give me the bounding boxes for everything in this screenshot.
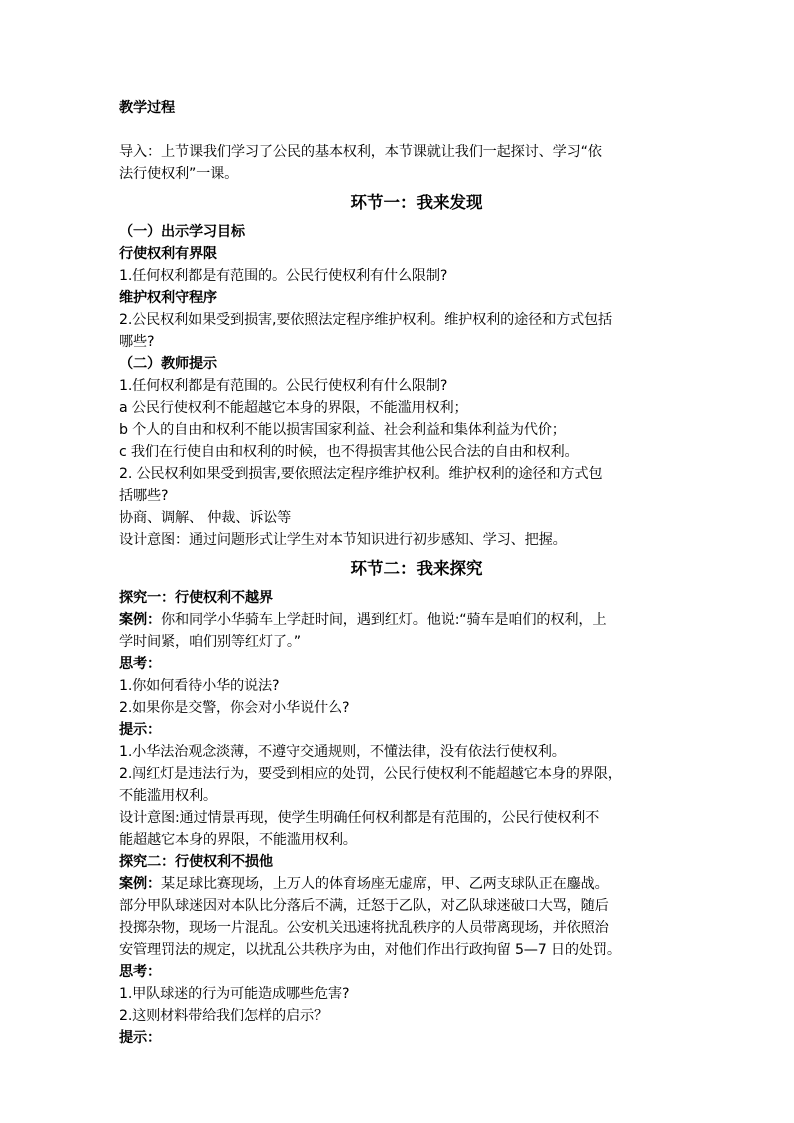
blank-line xyxy=(119,119,714,141)
explore-1-hint-2-line-1: 2.闯红灯是违法行为，要受到相应的处罚，公民行使权利不能超越它本身的界限， xyxy=(119,766,622,782)
explore-1-question-1: 1.你如何看待小华的说法? xyxy=(119,678,280,694)
tip-question-2-answer: 协商、调解、 仲裁、诉讼等 xyxy=(119,510,292,526)
explore-1-hint-2-line-2: 不能滥用权利。 xyxy=(119,788,217,804)
goal-1-question: 1.任何权利都是有范围的。公民行使权利有什么限制? xyxy=(119,268,448,284)
goal-2-question-line-2: 哪些? xyxy=(119,334,155,350)
goal-2-title: 维护权利守程序 xyxy=(119,290,217,306)
tip-question-2-line-1: 2. 公民权利如果受到损害,要依照法定程序维护权利。维护权利的途径和方式包 xyxy=(119,466,603,482)
explore-1-title: 探究一：行使权利不越界 xyxy=(119,590,273,606)
explore-2-case-line-4: 安管理罚法的规定，以扰乱公共秩序为由，对他们作出行政拘留 5—7 日的处罚。 xyxy=(119,942,621,958)
case-label: 案例： xyxy=(119,876,161,892)
explore-2-case-line-3: 投掷杂物，现场一片混乱。公安机关迅速将扰乱秩序的人员带离现场，并依照治 xyxy=(119,920,609,936)
intro-line-2: 法行使权利”一课。 xyxy=(119,166,239,182)
tip-point-b: b 个人的自由和权利不能以损害国家利益、社会利益和集体利益为代价； xyxy=(119,422,566,438)
page-heading: 教学过程 xyxy=(119,100,175,116)
explore-2-question-2: 2.这则材料带给我们怎样的启示？ xyxy=(119,1008,328,1024)
intro-line-1: 导入：上节课我们学习了公民的基本权利，本节课就让我们一起探讨、学习“依 xyxy=(119,144,602,160)
explore-1-case-line-2: 学时间紧，咱们别等红灯了。” xyxy=(119,634,301,650)
subhead-teacher-tips: （二）教师提示 xyxy=(119,356,217,372)
explore-1-hint-label: 提示： xyxy=(119,722,161,738)
goal-2-question-line-1: 2.公民权利如果受到损害,要依照法定程序维护权利。维护权利的途径和方式包括 xyxy=(119,312,613,328)
explore-2-title: 探究二：行使权利不损他 xyxy=(119,854,273,870)
explore-1-design-line-2: 能超越它本身的界限，不能滥用权利。 xyxy=(119,832,357,848)
explore-2-hint-label: 提示： xyxy=(119,1030,161,1046)
tip-point-c: c 我们在行使自由和权利的时候，也不得损害其他公民合法的自由和权利。 xyxy=(119,444,579,460)
explore-1-design-line-1: 设计意图:通过情景再现，使学生明确任何权利都是有范围的，公民行使权利不 xyxy=(119,810,600,826)
goal-1-title: 行使权利有界限 xyxy=(119,246,217,262)
explore-1-hint-1: 1.小华法治观念淡薄，不遵守交通规则，不懂法律，没有依法行使权利。 xyxy=(119,744,566,760)
design-intent-1: 设计意图：通过问题形式让学生对本节知识进行初步感知、学习、把握。 xyxy=(119,532,567,548)
explore-2-think-label: 思考： xyxy=(119,964,161,980)
subhead-learning-goals: （一）出示学习目标 xyxy=(119,224,245,240)
tip-question-2-line-2: 括哪些? xyxy=(119,488,169,504)
tip-question-1: 1.任何权利都是有范围的。公民行使权利有什么限制? xyxy=(119,378,448,394)
case-label: 案例： xyxy=(119,612,161,628)
explore-2-case-line-1 xyxy=(119,873,714,895)
section-2-title: 环节二：我来探究 xyxy=(350,559,483,578)
explore-2-question-1: 1.甲队球迷的行为可能造成哪些危害? xyxy=(119,986,350,1002)
explore-1-question-2: 2.如果你是交警，你会对小华说什么? xyxy=(119,700,350,716)
section-1-title: 环节一：我来发现 xyxy=(350,193,483,212)
case-text: 某足球比赛现场，上万人的体育场座无虚席，甲、乙两支球队正在鏖战。 xyxy=(160,876,609,892)
explore-1-case-line-1 xyxy=(119,609,714,631)
tip-point-a: a 公民行使权利不能超越它本身的界限，不能滥用权利； xyxy=(119,400,468,416)
explore-1-think-label: 思考： xyxy=(119,656,161,672)
case-text: 你和同学小华骑车上学赶时间，遇到红灯。他说:“骑车是咱们的权利，上 xyxy=(160,612,607,628)
explore-2-case-line-2: 部分甲队球迷因对本队比分落后不满，迁怒于乙队，对乙队球迷破口大骂，随后 xyxy=(119,898,609,914)
